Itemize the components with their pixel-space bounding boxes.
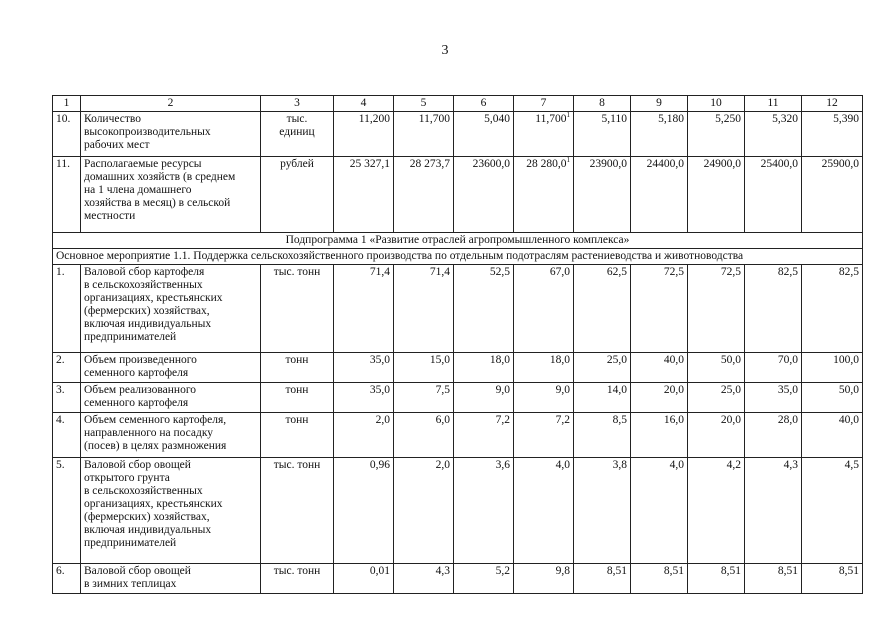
value-cell: [631, 265, 688, 353]
value-text: 8,51: [720, 565, 741, 577]
value-text: 35,0: [369, 354, 390, 366]
value-text: 7,2: [495, 414, 510, 426]
value-cell: [454, 353, 514, 383]
unit-cell: тыс. тонн: [261, 458, 334, 564]
table-row: [53, 265, 863, 353]
value-text: 4,5: [844, 459, 859, 471]
value-cell: [574, 112, 631, 157]
value-cell: [514, 413, 574, 458]
value-cell: [394, 112, 454, 157]
value-text: 3,6: [495, 459, 510, 471]
row-number-cell: 4.: [53, 413, 81, 458]
value-cell: [631, 383, 688, 413]
value-text: 40,0: [663, 354, 684, 366]
value-text: 40,0: [838, 414, 859, 426]
unit-cell: тонн: [261, 383, 334, 413]
value-text: 4,2: [726, 459, 741, 471]
row-number-cell: 3.: [53, 383, 81, 413]
indicator-name-cell: Объем произведенного семенного картофеля: [81, 353, 261, 383]
indicators-table: [52, 95, 863, 594]
row-number-cell: 6.: [53, 564, 81, 594]
value-cell: [745, 157, 802, 233]
value-text: 0,96: [369, 459, 390, 471]
value-text: 28 280,0: [526, 158, 567, 170]
header-cell: 9: [631, 96, 688, 112]
value-cell: [334, 353, 394, 383]
header-cell: 1: [53, 96, 81, 112]
header-cell: 8: [574, 96, 631, 112]
value-cell: [394, 564, 454, 594]
value-text: 24900,0: [703, 158, 741, 170]
value-text: 5,320: [772, 113, 798, 125]
row-number-cell: 2.: [53, 353, 81, 383]
row-number-cell: 10.: [53, 112, 81, 157]
value-cell: [394, 458, 454, 564]
value-text: 35,0: [369, 384, 390, 396]
value-cell: [802, 353, 863, 383]
page-number: 3: [441, 43, 449, 58]
value-text: 5,040: [484, 113, 510, 125]
value-cell: [631, 157, 688, 233]
header-cell: 11: [745, 96, 802, 112]
value-cell: [688, 413, 745, 458]
table-row: [53, 112, 863, 157]
value-text: 50,0: [720, 354, 741, 366]
header-cell: 6: [454, 96, 514, 112]
value-text: 4,0: [669, 459, 684, 471]
indicator-name-cell: Объем реализованного семенного картофеля: [81, 383, 261, 413]
value-text: 25 327,1: [349, 158, 390, 170]
subprogram-title: Подпрограмма 1 «Развитие отраслей агропромышленного комплекса»: [53, 233, 863, 249]
value-cell: [514, 112, 574, 157]
value-cell: [802, 265, 863, 353]
table-row: [53, 413, 863, 458]
value-cell: [574, 413, 631, 458]
value-cell: [802, 112, 863, 157]
row-number-cell: 5.: [53, 458, 81, 564]
value-cell: [574, 265, 631, 353]
unit-cell: тонн: [261, 353, 334, 383]
value-text: 18,0: [489, 354, 510, 366]
value-text: 16,0: [663, 414, 684, 426]
table-row: [53, 383, 863, 413]
value-text: 2,0: [375, 414, 390, 426]
value-text: 8,51: [777, 565, 798, 577]
value-cell: [631, 564, 688, 594]
value-cell: [514, 383, 574, 413]
value-text: 18,0: [549, 354, 570, 366]
table-row: [53, 157, 863, 233]
value-text: 72,5: [720, 266, 741, 278]
value-text: 28 273,7: [409, 158, 450, 170]
indicator-name-cell: Валовой сбор овощей в зимних теплицах: [81, 564, 261, 594]
value-cell: [334, 157, 394, 233]
value-text: 14,0: [606, 384, 627, 396]
value-cell: [334, 413, 394, 458]
value-text: 9,0: [555, 384, 570, 396]
value-text: 28,0: [777, 414, 798, 426]
value-text: 82,5: [777, 266, 798, 278]
value-text: 52,5: [489, 266, 510, 278]
value-text: 15,0: [429, 354, 450, 366]
value-text: 70,0: [777, 354, 798, 366]
value-cell: [454, 413, 514, 458]
value-text: 82,5: [838, 266, 859, 278]
value-cell: [574, 383, 631, 413]
value-cell: [454, 265, 514, 353]
value-cell: [334, 265, 394, 353]
indicator-name-cell: Количество высокопроизводительных рабочих мест: [81, 112, 261, 157]
value-cell: [745, 564, 802, 594]
value-cell: [802, 458, 863, 564]
value-cell: [454, 383, 514, 413]
value-cell: [745, 265, 802, 353]
header-cell: 5: [394, 96, 454, 112]
table-row: [53, 353, 863, 383]
value-text: 25,0: [720, 384, 741, 396]
value-text: 5,110: [601, 113, 627, 125]
value-cell: [688, 112, 745, 157]
value-text: 11,700: [535, 113, 567, 125]
value-cell: [394, 353, 454, 383]
value-text: 9,8: [555, 565, 570, 577]
value-text: 9,0: [495, 384, 510, 396]
value-text: 5,2: [495, 565, 510, 577]
value-text: 7,2: [555, 414, 570, 426]
value-cell: [688, 353, 745, 383]
activity-title: Основное мероприятие 1.1. Поддержка сельскохозяйственного производства по отдельным подотраслям растениеводства и животноводства: [53, 249, 863, 265]
value-text: 72,5: [663, 266, 684, 278]
value-cell: [454, 458, 514, 564]
value-cell: [334, 458, 394, 564]
table-row: [53, 458, 863, 564]
value-text: 5,390: [833, 113, 859, 125]
value-text: 62,5: [606, 266, 627, 278]
value-cell: [745, 112, 802, 157]
subprogram-row: [53, 233, 863, 249]
value-text: 7,5: [435, 384, 450, 396]
value-cell: [454, 112, 514, 157]
value-text: 11,200: [358, 113, 390, 125]
value-cell: [514, 564, 574, 594]
header-cell: 4: [334, 96, 394, 112]
value-cell: [514, 265, 574, 353]
value-cell: [688, 383, 745, 413]
activity-row: [53, 249, 863, 265]
row-number-cell: 1.: [53, 265, 81, 353]
header-cell: 3: [261, 96, 334, 112]
value-cell: [745, 458, 802, 564]
value-text: 5,180: [658, 113, 684, 125]
value-cell: [394, 383, 454, 413]
value-cell: [514, 157, 574, 233]
value-text: 23900,0: [589, 158, 627, 170]
value-text: 11,700: [418, 113, 450, 125]
value-cell: [802, 157, 863, 233]
value-cell: [745, 383, 802, 413]
value-text: 5,250: [715, 113, 741, 125]
value-cell: [745, 413, 802, 458]
header-row: [53, 96, 863, 112]
footnote-marker: 1: [566, 111, 570, 120]
unit-cell: тонн: [261, 413, 334, 458]
header-cell: 7: [514, 96, 574, 112]
table-body: [53, 96, 863, 594]
value-cell: [802, 413, 863, 458]
header-cell: 12: [802, 96, 863, 112]
value-text: 3,8: [612, 459, 627, 471]
indicator-name-cell: Валовой сбор овощей открытого грунта в сельскохозяйственных организациях, крестьянских (фермерских) хозяйствах, включая индивидуальных предпринимателей: [81, 458, 261, 564]
value-text: 67,0: [549, 266, 570, 278]
unit-cell: тыс. единиц: [261, 112, 334, 157]
value-text: 4,3: [435, 565, 450, 577]
value-cell: [688, 265, 745, 353]
value-cell: [334, 564, 394, 594]
value-text: 8,51: [606, 565, 627, 577]
value-text: 35,0: [777, 384, 798, 396]
value-text: 71,4: [429, 266, 450, 278]
value-cell: [334, 383, 394, 413]
value-text: 71,4: [369, 266, 390, 278]
value-cell: [454, 564, 514, 594]
value-cell: [688, 564, 745, 594]
indicator-name-cell: Валовой сбор картофеля в сельскохозяйственных организациях, крестьянских (фермерских) хозяйствах, включая индивидуальных предпринимателей: [81, 265, 261, 353]
value-cell: [631, 413, 688, 458]
value-text: 6,0: [435, 414, 450, 426]
value-cell: [394, 265, 454, 353]
indicator-name-cell: Объем семенного картофеля, направленного на посадку (посев) в целях размножения: [81, 413, 261, 458]
value-cell: [574, 157, 631, 233]
value-text: 50,0: [838, 384, 859, 396]
value-cell: [514, 353, 574, 383]
value-text: 24400,0: [646, 158, 684, 170]
value-text: 4,3: [783, 459, 798, 471]
value-text: 100,0: [833, 354, 859, 366]
value-text: 25,0: [606, 354, 627, 366]
header-cell: 10: [688, 96, 745, 112]
unit-cell: тыс. тонн: [261, 564, 334, 594]
value-text: 20,0: [720, 414, 741, 426]
value-cell: [631, 353, 688, 383]
value-text: 8,51: [838, 565, 859, 577]
value-cell: [688, 458, 745, 564]
unit-cell: тыс. тонн: [261, 265, 334, 353]
value-cell: [574, 458, 631, 564]
value-cell: [514, 458, 574, 564]
value-cell: [574, 353, 631, 383]
value-text: 8,5: [612, 414, 627, 426]
value-text: 8,51: [663, 565, 684, 577]
value-cell: [802, 564, 863, 594]
footnote-marker: 1: [566, 156, 570, 165]
value-cell: [745, 353, 802, 383]
value-cell: [574, 564, 631, 594]
value-text: 25900,0: [821, 158, 859, 170]
value-text: 0,01: [369, 565, 390, 577]
table-row: [53, 564, 863, 594]
unit-cell: рублей: [261, 157, 334, 233]
value-cell: [631, 458, 688, 564]
value-text: 25400,0: [760, 158, 798, 170]
value-cell: [454, 157, 514, 233]
value-text: 2,0: [435, 459, 450, 471]
header-cell: 2: [81, 96, 261, 112]
value-cell: [802, 383, 863, 413]
indicator-name-cell: Располагаемые ресурсы домашних хозяйств (в среднем на 1 члена домашнего хозяйства в месяц) в сельской местности: [81, 157, 261, 233]
value-cell: [334, 112, 394, 157]
value-text: 23600,0: [472, 158, 510, 170]
value-cell: [631, 112, 688, 157]
value-cell: [688, 157, 745, 233]
value-cell: [394, 413, 454, 458]
row-number-cell: 11.: [53, 157, 81, 233]
value-text: 20,0: [663, 384, 684, 396]
value-text: 4,0: [555, 459, 570, 471]
value-cell: [394, 157, 454, 233]
